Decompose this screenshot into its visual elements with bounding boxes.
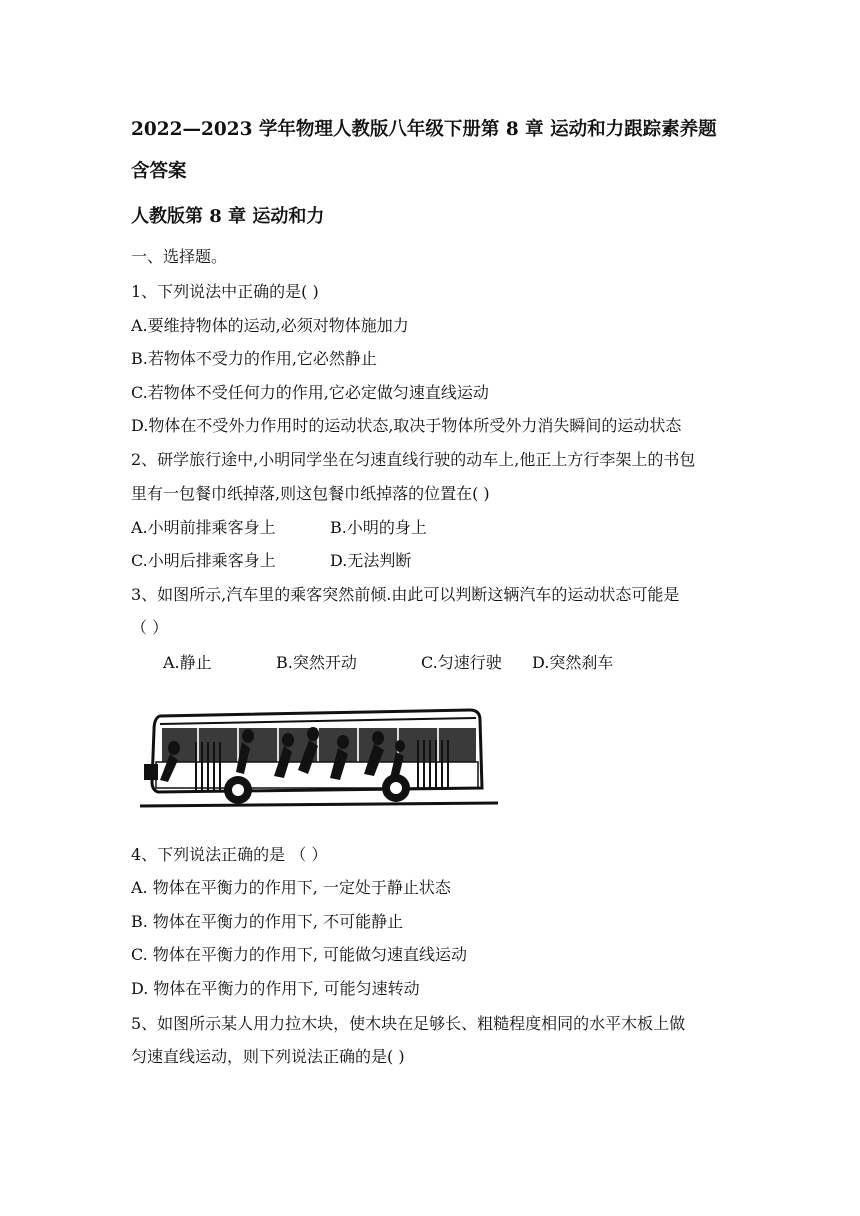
q3-stem-line1: 3、如图所示,汽车里的乘客突然前倾.由此可以判断这辆汽车的运动状态可能是 [131,585,680,604]
bus-illustration [138,702,500,832]
q2-option-d: D.无法判断 [330,551,412,570]
q5-stem-line2: 匀速直线运动，则下列说法正确的是( ) [131,1047,405,1066]
q1-option-b: B.若物体不受力的作用,它必然静止 [131,349,377,368]
q1-stem: 1、下列说法中正确的是( ) [131,282,319,301]
q4-option-a: A. 物体在平衡力的作用下, 一定处于静止状态 [131,878,451,897]
q2-option-b: B.小明的身上 [330,518,427,537]
q4-stem: 4、下列说法正确的是 （ ） [131,845,328,864]
q1-option-c: C.若物体不受任何力的作用,它必定做匀速直线运动 [131,383,489,402]
doc-subtitle: 人教版第 8 章 运动和力 [131,206,325,227]
q4-option-d: D. 物体在平衡力的作用下, 可能匀速转动 [131,979,420,998]
doc-title-line1: 2022—2023 学年物理人教版八年级下册第 8 章 运动和力跟踪素养题 [131,119,717,140]
q2-option-c: C.小明后排乘客身上 [131,551,276,570]
q4-option-c: C. 物体在平衡力的作用下, 可能做匀速直线运动 [131,945,468,964]
q3-stem-line2: （ ） [131,618,169,637]
section-heading: 一、选择题。 [131,247,228,266]
q5-stem-line1: 5、如图所示某人用力拉木块，使木块在足够长、粗糙程度相同的水平木板上做 [131,1014,686,1033]
q3-option-d: D.突然刹车 [532,653,614,672]
q2-option-a: A.小明前排乘客身上 [131,518,276,537]
q2-stem-line2: 里有一包餐巾纸掉落,则这包餐巾纸掉落的位置在( ) [131,484,490,503]
doc-title-line2: 含答案 [131,161,187,182]
q3-option-c: C.匀速行驶 [421,653,502,672]
q3-option-b: B.突然开动 [276,653,357,672]
q1-option-d: D.物体在不受外力作用时的运动状态,取决于物体所受外力消失瞬间的运动状态 [131,416,682,435]
q4-option-b: B. 物体在平衡力的作用下, 不可能静止 [131,912,404,931]
q3-option-a: A.静止 [163,653,212,672]
q2-stem-line1: 2、研学旅行途中,小明同学坐在匀速直线行驶的动车上,他正上方行李架上的书包 [131,450,696,469]
q1-option-a: A.要维持物体的运动,必须对物体施加力 [131,316,409,335]
